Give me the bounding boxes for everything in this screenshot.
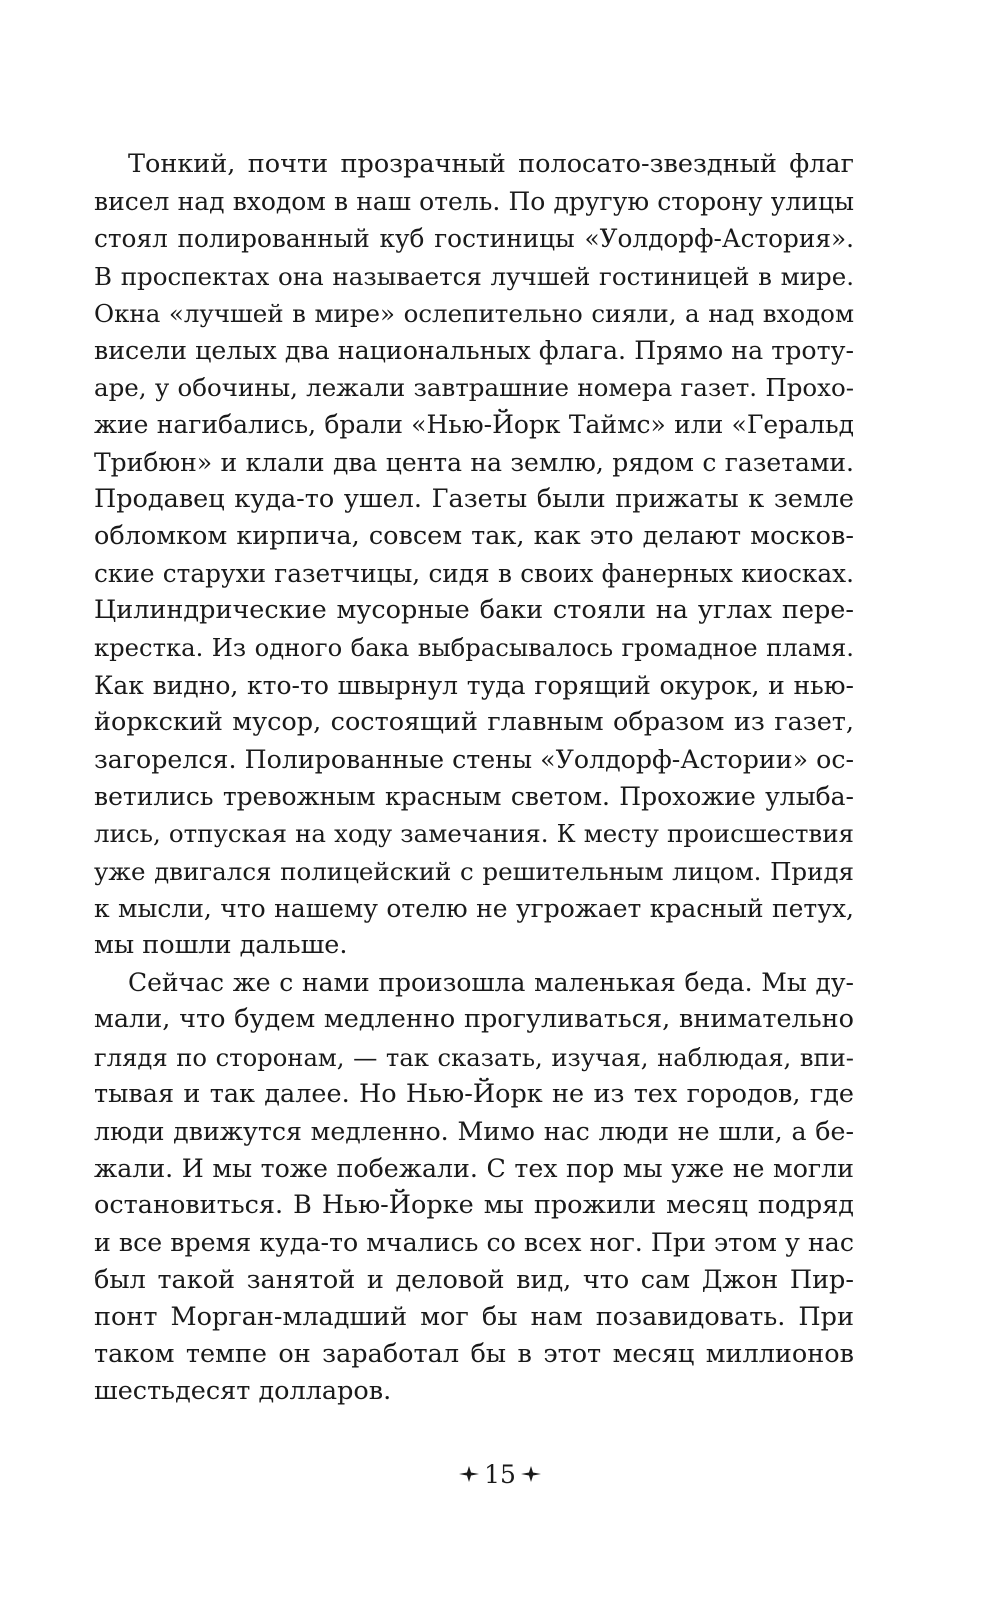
text-line: висел над входом в наш отель. По другую сторону улицы [94, 187, 854, 217]
four-point-star-icon [459, 1466, 479, 1482]
body-text [94, 146, 854, 1410]
text-line: мы пошли дальше. [94, 929, 348, 960]
text-line: ские старухи газетчицы, сидя в своих фанерных киосках. [94, 559, 854, 589]
text-line: глядя по сторонам, — так сказать, изучая, наблюдая, впи- [94, 1042, 854, 1072]
text-line: загорелся. Полированные стены «Уолдорф-Астории» ос- [94, 745, 854, 774]
text-line: был такой занятой и деловой вид, что сам Джон Пир- [94, 1264, 854, 1295]
text-line: ветились тревожным красным светом. Прохожие улыба- [94, 782, 854, 812]
text-line: лись, отпуская на ходу замечания. К месту происшествия [94, 819, 854, 849]
text-line: понт Морган-младший мог бы нам позавидовать. При [94, 1301, 854, 1332]
text-line: уже двигался полицейский с решительным лицом. Придя [94, 856, 854, 886]
text-line: Как видно, кто-то швырнул туда горящий окурок, и нью- [94, 670, 854, 700]
text-line: Продавец куда-то ушел. Газеты были прижаты к земле [94, 483, 854, 514]
text-line: и все время куда-то мчались со всех ног. При этом у нас [94, 1228, 854, 1258]
page-footer [0, 1459, 1000, 1491]
text-line: к мысли, что нашему отелю не угрожает красный петух, [94, 893, 854, 923]
text-line: Цилиндрические мусорные баки стояли на углах пере- [94, 595, 854, 626]
text-line: тывая и так далее. Но Нью-Йорк не из тех городов, где [94, 1078, 854, 1109]
text-line: аре, у обочины, лежали завтрашние номера газет. Прохо- [94, 373, 854, 403]
text-line: йоркский мусор, состоящий главным образом из газет, [94, 706, 854, 737]
text-line: Сейчас же с нами произошла маленькая беда. Мы ду- [128, 968, 854, 998]
text-line: жали. И мы тоже побежали. С тех пор мы уже не могли [94, 1154, 854, 1184]
text-line: мали, что будем медленно прогуливаться, внимательно [94, 1004, 854, 1035]
text-line: обломком кирпича, совсем так, как это делают москов- [94, 520, 854, 551]
text-line: Окна «лучшей в мире» ослепительно сияли, а над входом [94, 298, 854, 328]
text-line: шестьдесят долларов. [94, 1376, 392, 1407]
text-line: Тонкий, почти прозрачный полосато-звездный флаг [128, 149, 854, 179]
paragraph [94, 146, 854, 964]
text-line: В проспектах она называется лучшей гостиницей в мире. [94, 261, 854, 291]
page-number: 15 [484, 1460, 516, 1489]
text-line: жие нагибались, брали «Нью-Йорк Таймс» или «Геральд [94, 410, 854, 440]
text-line: остановиться. В Нью-Йорке мы прожили месяц подряд [94, 1190, 854, 1221]
text-line: стоял полированный куб гостиницы «Уолдорф-Астория». [94, 224, 854, 254]
four-point-star-icon [521, 1466, 541, 1482]
paragraph [94, 964, 854, 1410]
text-line: люди движутся медленно. Мимо нас люди не шли, а бе- [94, 1116, 854, 1146]
text-line: крестка. Из одного бака выбрасывалось громадное пламя. [94, 633, 854, 663]
text-line: таком темпе он заработал бы в этот месяц миллионов [94, 1339, 854, 1369]
text-line: Трибюн» и клали два цента на землю, рядом с газетами. [94, 447, 854, 477]
text-line: висели целых два национальных флага. Прямо на троту- [94, 335, 854, 365]
